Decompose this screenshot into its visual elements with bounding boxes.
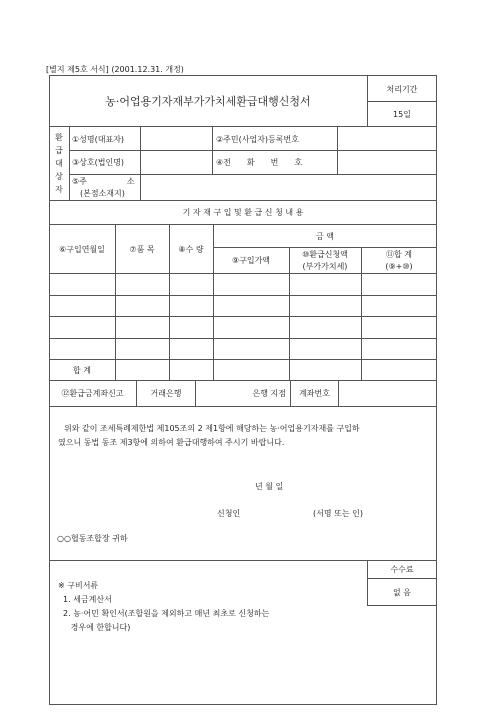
address-field[interactable] xyxy=(141,175,436,200)
phone-label: ④전 화 번 호 xyxy=(216,158,303,167)
col-refund-amount xyxy=(289,249,361,273)
form-number-note: [별지 제5호 서식] (2001.12.31. 개정) xyxy=(46,65,184,74)
fee-value: 없 음 xyxy=(393,587,411,597)
side-char: 상 xyxy=(55,172,63,181)
addressee: ○○협동조합장 귀하 xyxy=(57,534,128,543)
address-label: ⑤주 소 xyxy=(72,177,135,186)
trade-name-field[interactable] xyxy=(141,151,212,174)
statement-line-2: 였으니 동법 동조 제3항에 의하여 환급대행하여 주시기 바랍니다. xyxy=(58,438,285,447)
trade-name-label: ③상호(법인명) xyxy=(72,158,125,167)
fee-label: 수수료 xyxy=(390,565,414,574)
col-purchase-price: ⑨구입가액 xyxy=(231,256,271,265)
col-refund-label: ⑩환급신청액 xyxy=(302,250,348,259)
table-row[interactable] xyxy=(49,339,437,359)
address-sublabel: (본점소재지) xyxy=(80,189,125,198)
phone-field[interactable] xyxy=(338,151,436,174)
col-total-sublabel: (⑨+⑩) xyxy=(385,262,413,271)
col-quantity: ⑧수 량 xyxy=(178,244,204,254)
document-item: 1. 세금계산서 xyxy=(63,595,112,604)
refund-account-label: ⑫환급금계좌신고 xyxy=(61,389,124,398)
form-title: 농·어업용기자재부가가치세환급대행신청서 xyxy=(105,94,311,108)
sum-label: 합 계 xyxy=(73,365,91,375)
processing-period-value: 15일 xyxy=(393,109,411,119)
date-line: 년 월 일 xyxy=(255,482,284,491)
col-amount: 금 액 xyxy=(316,231,334,241)
table-row[interactable] xyxy=(49,317,437,338)
account-number-label: 계좌번호 xyxy=(299,389,330,398)
id-number-label: ②주민(사업자)등록번호 xyxy=(216,134,299,144)
col-total-label: ⑪합 계 xyxy=(386,250,412,259)
name-label: ①성명(대표자) xyxy=(72,134,125,144)
side-char: 자 xyxy=(55,185,63,194)
col-item: ⑦품 목 xyxy=(129,244,155,254)
bank-label: 거래은행 xyxy=(150,389,182,398)
side-char: 대 xyxy=(55,159,63,168)
bank-branch-field[interactable]: 은행 지점 xyxy=(252,389,286,398)
name-field[interactable] xyxy=(141,128,212,150)
document-item: 경우에 한합니다) xyxy=(63,623,131,632)
documents-title: ※ 구비서류 xyxy=(58,581,99,590)
side-char: 환 xyxy=(55,133,63,142)
account-number-field[interactable] xyxy=(339,381,436,406)
col-refund-sublabel: (부가가치세) xyxy=(302,262,348,271)
id-number-field[interactable] xyxy=(338,128,436,150)
col-purchase-date: ⑥구입연월일 xyxy=(59,244,105,254)
col-total xyxy=(361,249,437,273)
table-row[interactable] xyxy=(49,274,437,295)
document-item: 2. 농·어민 확인서(조합원을 제외하고 매년 최초로 신청하는 xyxy=(63,609,270,618)
processing-period-label: 처리기간 xyxy=(386,84,418,94)
statement-line-1: 위와 같이 조세특례제한법 제105조의 2 제1항에 해당하는 농·어업용기자재를 구입하 xyxy=(64,424,360,433)
section-title: 기 자 재 구 입 및 환 급 신 청 내 용 xyxy=(182,208,304,217)
table-row[interactable] xyxy=(49,296,437,316)
applicant-sign-label: 신청인 xyxy=(217,509,241,518)
signature-note: (서명 또는 인) xyxy=(313,509,363,518)
applicant-side-label xyxy=(49,127,69,200)
side-char: 급 xyxy=(55,146,63,155)
